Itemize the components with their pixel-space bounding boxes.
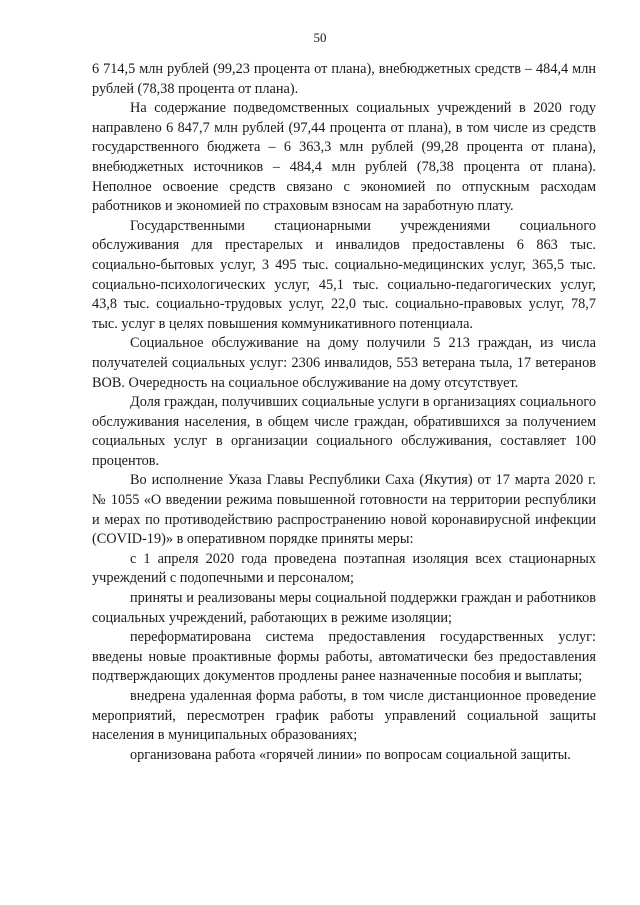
measure-isolation: с 1 апреля 2020 года проведена поэтапная изоляция всех стационарных учреждений с подопечными и персоналом; xyxy=(92,550,596,587)
page-number: 50 xyxy=(313,30,327,45)
paragraph-funding: На содержание подведомственных социальных учреждений в 2020 году направлено 6 847,7 млн рублей (97,44 процента от плана), в том числе из средств государственного бюджета – 6 363,3 млн рублей (99,28 процента от плана), внебюджетных источников – 484,4 млн рублей (78,38 процента от плана). Неполное освоение средств связано с экономией по отпускным расходам работников и экономией по страховым взносам на заработную плату. xyxy=(92,100,596,215)
paragraph-home-service: Социальное обслуживание на дому получили 5 213 граждан, из числа получателей социальных услуг: 2306 инвалидов, 553 ветерана тыла, 17 ветеранов ВОВ. Очередность на социальное обслуживание на дому отсутствует. xyxy=(92,335,596,391)
measure-hotline: организована работа «горячей линии» по вопросам социальной защиты. xyxy=(130,746,571,763)
paragraph-decree: Во исполнение Указа Главы Республики Саха (Якутия) от 17 марта 2020 г. № 1055 «О введении режима повышенной готовности на территории республики и мерах по противодействию распространению новой коронавирусной инфекции (COVID-19)» в оперативном порядке приняты меры: xyxy=(92,472,596,548)
paragraph-continuation: 6 714,5 млн рублей (99,23 процента от плана), внебюджетных средств – 484,4 млн рублей (78,38 процента от плана). xyxy=(92,61,596,97)
measure-services-reform: переформатирована система предоставления государственных услуг: введены новые проактивные формы работы, автоматически без предоставления подтверждающих документов продлены ранее назначенные пособия и выплаты; xyxy=(92,629,596,685)
paragraph-share-of-citizens: Доля граждан, получивших социальные услуги в организациях социального обслуживания населения, в общем числе граждан, обратившихся за получением социальных услуг в организации социального обслуживания, составляет 100 процентов. xyxy=(92,394,596,469)
document-body xyxy=(92,60,596,765)
measure-remote-work: внедрена удаленная форма работы, в том числе дистанционное проведение мероприятий, пересмотрен график работы управлений социальной защиты населения в муниципальных образованиях; xyxy=(92,688,596,744)
paragraph-stationary-services: Государственными стационарными учреждениями социального обслуживания для престарелых и инвалидов предоставлены 6 863 тыс. социально-бытовых услуг, 3 495 тыс. социально-медицинских услуг, 365,5 тыс. социально-психологических услуг, 45,1 тыс. социально-педагогических услуг, 43,8 тыс. социально-трудовых услуг, 22,0 тыс. социально-правовых услуг, 78,7 тыс. услуг в целях повышения коммуникативного потенциала. xyxy=(92,217,596,332)
measure-social-support: приняты и реализованы меры социальной поддержки граждан и работников социальных учреждений, работающих в режиме изоляции; xyxy=(92,590,596,626)
